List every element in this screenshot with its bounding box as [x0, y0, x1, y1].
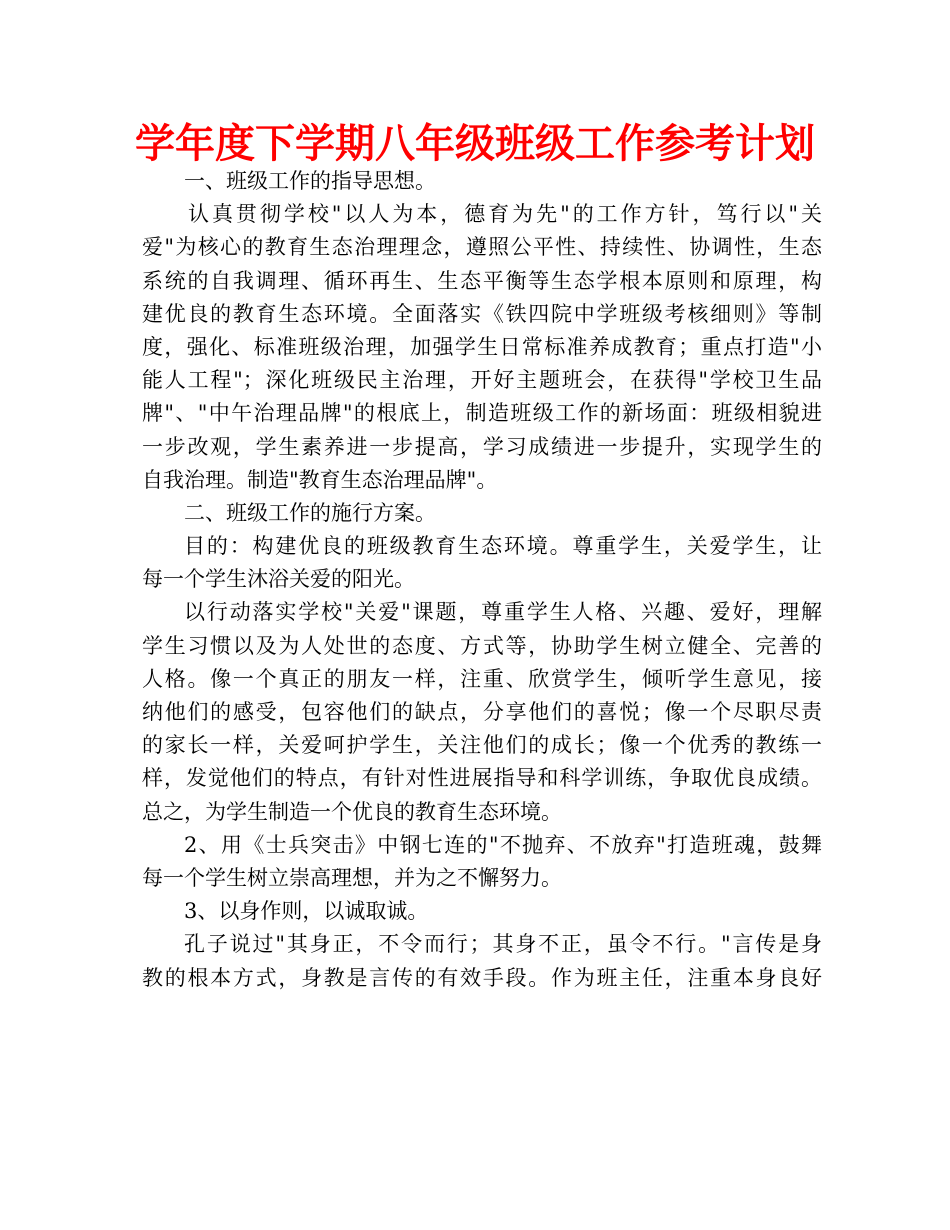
- paragraph: [142, 928, 822, 994]
- section-heading: [142, 165, 822, 198]
- text-line: 爱"为核心的教育生态治理理念，遵照公平性、持续性、协调性，生态: [142, 235, 822, 260]
- text-line: 建优良的教育生态环境。全面落实《铁四院中学班级考核细则》等制: [142, 301, 822, 326]
- text-line: 一、班级工作的指导思想。: [184, 169, 436, 193]
- text-line: 自我治理。制造"教育生态治理品牌"。: [142, 467, 498, 492]
- text-line: 牌"、"中午治理品牌"的根底上，制造班级工作的新场面：班级相貌进: [142, 401, 822, 426]
- paragraph: [142, 829, 822, 895]
- section-heading: [142, 895, 822, 928]
- text-line: 系统的自我调理、循环再生、生态平衡等生态学根本原则和原理，构: [142, 268, 822, 293]
- text-line: 度，强化、标准班级治理，加强学生日常标准养成教育；重点打造"小: [142, 334, 822, 359]
- text-line: 样，发觉他们的特点，有针对性进展指导和科学训练，争取优良成绩。: [142, 766, 822, 791]
- text-line: 纳他们的感受，包容他们的缺点，分享他们的喜悦；像一个尽职尽责: [142, 700, 822, 724]
- document-title: 学年度下学期八年级班级工作参考计划: [135, 121, 815, 167]
- text-line: 每一个学生沐浴关爱的阳光。: [142, 567, 415, 592]
- text-line: 总之，为学生制造一个优良的教育生态环境。: [142, 799, 562, 824]
- paragraph: [142, 596, 822, 828]
- text-line: 教的根本方式，身教是言传的有效手段。作为班主任，注重本身良好: [142, 965, 822, 990]
- paragraph: [142, 198, 822, 497]
- text-line: 二、班级工作的施行方案。: [184, 500, 436, 525]
- text-line: 能人工程"；深化班级民主治理，开好主题班会，在获得"学校卫生品: [142, 368, 822, 393]
- text-line: 认真贯彻学校"以人为本，德育为先"的工作方针，笃行以"关: [188, 202, 822, 227]
- text-line: 每一个学生树立崇高理想，并为之不懈努力。: [142, 865, 562, 890]
- text-line: 的家长一样，关爱呵护学生，关注他们的成长；像一个优秀的教练一: [142, 733, 822, 758]
- paragraph: [142, 530, 822, 596]
- text-line: 孔子说过"其身正，不令而行；其身不正，虽令不行。"言传是身: [184, 932, 822, 957]
- text-line: 以行动落实学校"关爱"课题，尊重学生人格、兴趣、爱好，理解: [184, 600, 822, 625]
- section-heading: [142, 497, 822, 530]
- text-line: 2、用《士兵突击》中钢七连的"不抛弃、不放弃"打造班魂，鼓舞: [184, 832, 822, 857]
- text-line: 学生习惯以及为人处世的态度、方式等，协助学生树立健全、完善的: [142, 633, 822, 658]
- text-line: 目的：构建优良的班级教育生态环境。尊重学生，关爱学生，让: [184, 534, 822, 559]
- document-body: [142, 165, 822, 995]
- text-line: 人格。像一个真正的朋友一样，注重、欣赏学生，倾听学生意见，接: [142, 666, 822, 691]
- text-line: 一步改观，学生素养进一步提高，学习成绩进一步提升，实现学生的: [142, 434, 822, 459]
- text-line: 3、以身作则，以诚取诚。: [184, 899, 429, 924]
